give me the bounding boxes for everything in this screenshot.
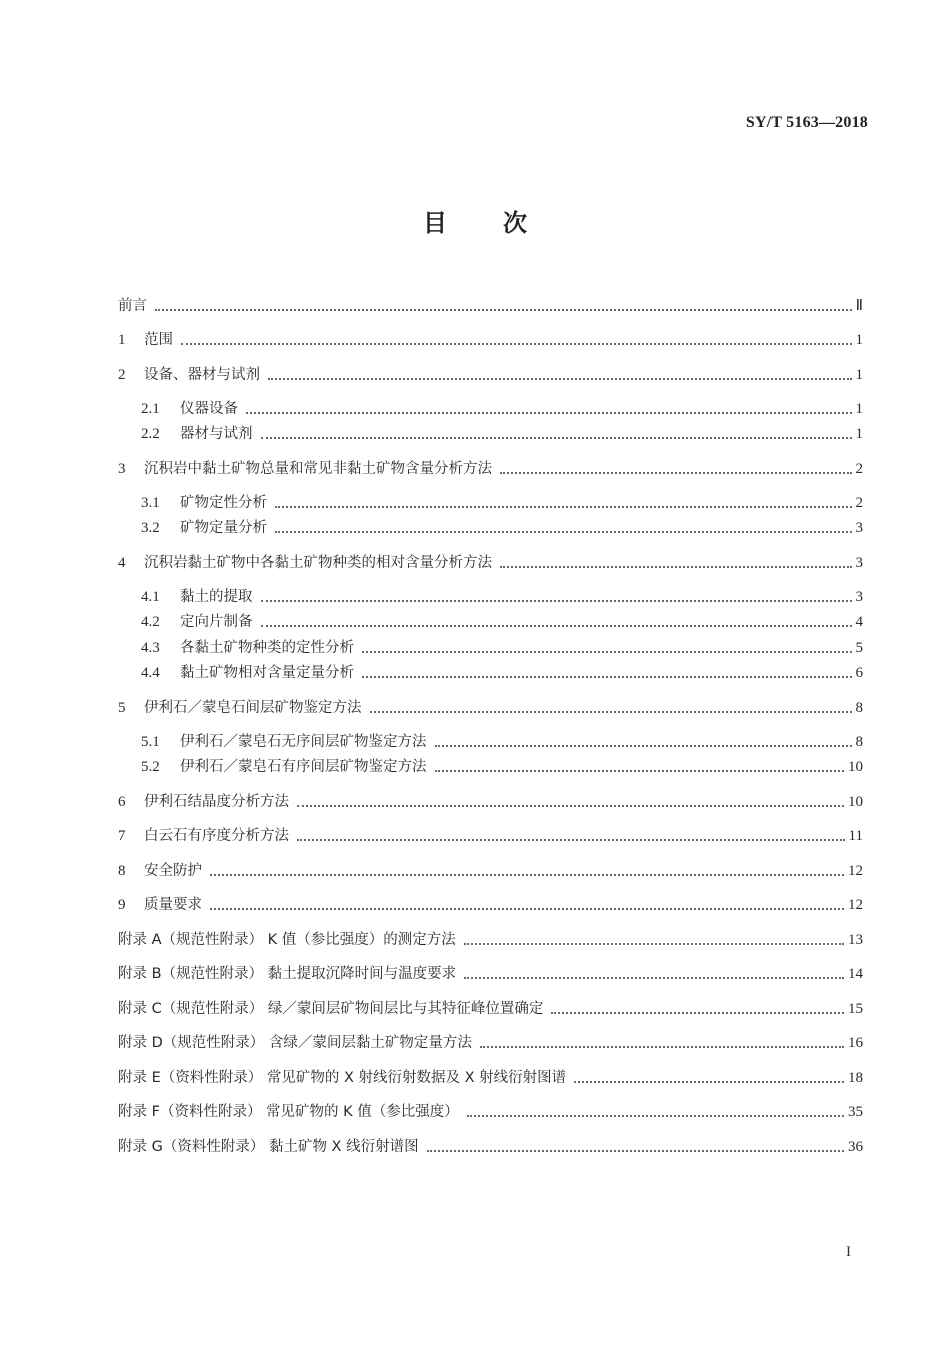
toc-page: 8 [855,734,863,750]
toc-label: 黏土矿物相对含量定量分析 [180,665,354,681]
toc-page: 8 [855,700,863,716]
toc-label: 附录 C（规范性附录） 绿／蒙间层矿物间层比与其特征峰位置确定 [118,1001,544,1017]
toc-number: 3.2 [141,520,160,536]
toc-entry-3-2[interactable] [141,514,863,538]
toc-entry-appendix-b[interactable] [118,960,863,984]
toc-label: 范围 [144,332,173,348]
toc-page: 36 [848,1139,863,1155]
toc-label: 矿物定性分析 [180,495,267,511]
toc-page: 1 [855,426,863,442]
toc-number: 5.1 [141,734,160,750]
toc-number: 7 [118,828,126,844]
toc-entry-3[interactable] [118,455,863,479]
toc-label: 前言 [118,298,147,314]
toc-page: 16 [848,1035,863,1051]
toc-page: 1 [855,332,863,348]
toc-label: 伊利石／蒙皂石有序间层矿物鉴定方法 [180,759,427,775]
toc-page: 10 [848,794,863,810]
toc-number: 5 [118,700,126,716]
toc-page: 3 [855,520,863,536]
toc-page: 2 [855,461,863,477]
toc-label: 伊利石／蒙皂石无序间层矿物鉴定方法 [180,734,427,750]
toc-entry-preface[interactable] [118,292,863,316]
toc-entry-7[interactable] [118,822,863,846]
toc-label: 黏土的提取 [180,589,253,605]
toc-page: 35 [848,1104,863,1120]
toc-page: 14 [848,966,863,982]
toc-label: 沉积岩黏土矿物中各黏土矿物种类的相对含量分析方法 [144,555,492,571]
toc-page: 1 [855,401,863,417]
toc-number: 2.2 [141,426,160,442]
toc-entry-appendix-e[interactable] [118,1064,863,1088]
toc-number: 2 [118,367,126,383]
toc-label: 附录 G（资料性附录） 黏土矿物 X 线衍射谱图 [118,1139,419,1155]
toc-page: 5 [855,640,863,656]
toc-entry-8[interactable] [118,857,863,881]
toc-page: 11 [848,828,863,844]
toc-label: 附录 F（资料性附录） 常见矿物的 K 值（参比强度） [118,1104,459,1120]
toc-entry-appendix-d[interactable] [118,1029,863,1053]
toc-page: 3 [855,589,863,605]
toc-entry-2-2[interactable] [141,420,863,444]
toc-entry-3-1[interactable] [141,489,863,513]
toc-entry-1[interactable] [118,326,863,350]
toc-page: 12 [848,897,863,913]
toc-label: 伊利石／蒙皂石间层矿物鉴定方法 [144,700,362,716]
toc-number: 3 [118,461,126,477]
toc-page: 6 [855,665,863,681]
toc-number: 3.1 [141,495,160,511]
toc-entry-4-1[interactable] [141,583,863,607]
toc-entry-appendix-c[interactable] [118,995,863,1019]
toc-page: 1 [855,367,863,383]
toc-label: 安全防护 [144,863,202,879]
toc-label: 质量要求 [144,897,202,913]
toc-label: 附录 E（资料性附录） 常见矿物的 X 射线衍射数据及 X 射线衍射图谱 [118,1070,567,1086]
page-title-part2: 次 [503,209,527,237]
toc-label: 沉积岩中黏土矿物总量和常见非黏土矿物含量分析方法 [144,461,492,477]
toc-page: 15 [848,1001,863,1017]
page-title-part1: 目 [423,209,447,237]
toc-label: 仪器设备 [180,401,238,417]
toc-entry-appendix-g[interactable] [118,1133,863,1157]
toc-entry-4-4[interactable] [141,659,863,683]
page-number: I [846,1244,851,1260]
standard-code: SY/T 5163—2018 [745,114,868,131]
toc-number: 8 [118,863,126,879]
toc-page: 13 [848,932,863,948]
toc-entry-4-3[interactable] [141,634,863,658]
toc-page: 2 [855,495,863,511]
toc-entry-6[interactable] [118,788,863,812]
toc-entry-2[interactable] [118,361,863,385]
toc-entry-appendix-a[interactable] [118,926,863,950]
toc-number: 4 [118,555,126,571]
toc-label: 附录 A（规范性附录） K 值（参比强度）的测定方法 [118,932,456,948]
toc-number: 4.1 [141,589,160,605]
toc-page: Ⅱ [855,298,863,314]
toc-label: 附录 D（规范性附录） 含绿／蒙间层黏土矿物定量方法 [118,1035,472,1051]
toc-label: 矿物定量分析 [180,520,267,536]
toc-number: 5.2 [141,759,160,775]
toc-label: 各黏土矿物种类的定性分析 [180,640,354,656]
toc-page: 3 [855,555,863,571]
toc-page: 4 [855,614,863,630]
toc-label: 设备、器材与试剂 [144,367,260,383]
toc-label: 伊利石结晶度分析方法 [144,794,289,810]
toc-number: 4.2 [141,614,160,630]
toc-entry-5-1[interactable] [141,728,863,752]
toc-entry-4[interactable] [118,549,863,573]
toc-page: 10 [848,759,863,775]
toc-number: 4.3 [141,640,160,656]
toc-label: 定向片制备 [180,614,253,630]
toc-number: 6 [118,794,126,810]
toc-label: 器材与试剂 [180,426,253,442]
toc-number: 1 [118,332,126,348]
toc-number: 9 [118,897,126,913]
toc-entry-5-2[interactable] [141,753,863,777]
toc-number: 4.4 [141,665,160,681]
toc-number: 2.1 [141,401,160,417]
toc-page: 18 [848,1070,863,1086]
toc-entry-appendix-f[interactable] [118,1098,863,1122]
toc-page: 12 [848,863,863,879]
toc-entry-5[interactable] [118,694,863,718]
toc-entry-4-2[interactable] [141,608,863,632]
toc-label: 白云石有序度分析方法 [144,828,289,844]
toc-entry-2-1[interactable] [141,395,863,419]
toc-label: 附录 B（规范性附录） 黏土提取沉降时间与温度要求 [118,966,457,982]
toc-entry-9[interactable] [118,891,863,915]
